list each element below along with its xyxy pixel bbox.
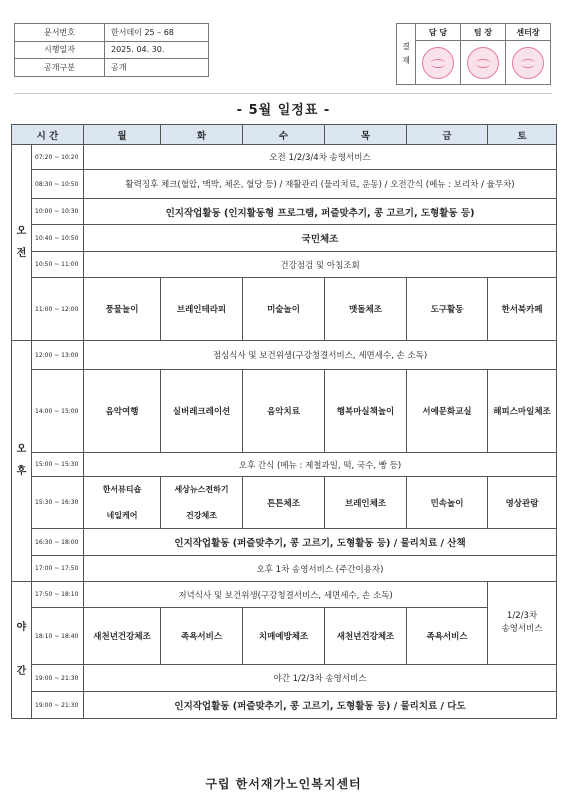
schedule-table: [11, 124, 557, 719]
table-row: [12, 199, 557, 225]
activity-cell: 한서북카페: [488, 278, 557, 341]
organization-name: 구립 한서재가노인복지센터: [205, 777, 362, 791]
info-row: [15, 59, 209, 77]
time-cell: 15:30 ~ 16:30: [32, 477, 84, 529]
activity-cell: 인지작업활동 (퍼즐맞추기, 콩 고르기, 도형활동 등) / 물리치료 / 산책: [84, 529, 557, 556]
activity-cell: 오후 1차 송영서비스 (주간이용자): [84, 556, 557, 582]
table-row: [12, 453, 557, 477]
activity-cell: 영상관람: [488, 477, 557, 529]
page-title: - 5월 일정표 -: [236, 103, 331, 118]
document-info-table: [14, 23, 209, 77]
activity-cell: 민속놀이: [407, 477, 488, 529]
period-pm: 오 후: [12, 341, 32, 582]
header-day: 월: [84, 125, 161, 145]
header-day: 금: [407, 125, 488, 145]
header-day: 수: [243, 125, 325, 145]
activity-cell: 맷돌체조: [325, 278, 407, 341]
time-cell: 08:30 ~ 10:50: [32, 170, 84, 199]
time-cell: 16:30 ~ 18:00: [32, 529, 84, 556]
table-row: [12, 529, 557, 556]
approval-box: [396, 23, 551, 85]
time-cell: 14:00 ~ 15:00: [32, 370, 84, 453]
table-row: [12, 556, 557, 582]
time-cell: 15:00 ~ 15:30: [32, 453, 84, 477]
signature-cell: [416, 41, 461, 85]
info-value: 한서데이 25 – 68: [105, 24, 209, 42]
table-row: [12, 370, 557, 453]
activity-cell: 브레인테라피: [161, 278, 243, 341]
activity-cell: 새천년건강체조: [84, 608, 161, 665]
activity-cell: 야간 1/2/3차 송영서비스: [84, 665, 557, 692]
period-am: 오 전: [12, 145, 32, 341]
activity-cell: 건강점검 및 아침조회: [84, 252, 557, 278]
header-row: [12, 125, 557, 145]
info-value: 2025. 04. 30.: [105, 41, 209, 59]
activity-cell: 해피스마일체조: [488, 370, 557, 453]
time-cell: 19:00 ~ 21:30: [32, 692, 84, 719]
signature-cell: [461, 41, 506, 85]
activity-cell: 족욕서비스: [161, 608, 243, 665]
table-row: [12, 278, 557, 341]
seal-stamp-icon: [512, 47, 544, 79]
saturday-shuttle-cell: 1/2/3차 송영서비스: [488, 582, 557, 665]
table-row: [12, 145, 557, 170]
time-cell: 07:20 ~ 10:20: [32, 145, 84, 170]
activity-cell: 인지작업활동 (퍼즐맞추기, 콩 고르기, 도형활동 등) / 물리치료 / 다도: [84, 692, 557, 719]
activity-cell: 오후 간식 (메뉴 : 제철과일, 떡, 국수, 빵 등): [84, 453, 557, 477]
info-row: [15, 41, 209, 59]
activity-cell: 저녁식사 및 보건위생(구강청결서비스, 세면세수, 손 소독): [84, 582, 488, 608]
divider: [14, 93, 552, 94]
activity-cell: 브레인체조: [325, 477, 407, 529]
activity-cell: 오전 1/2/3/4차 송영서비스: [84, 145, 557, 170]
activity-cell: 풍물놀이: [84, 278, 161, 341]
signature-cell: [506, 41, 551, 85]
activity-cell: 국민체조: [84, 225, 557, 252]
activity-cell: 서예문화교실: [407, 370, 488, 453]
header-day: 토: [488, 125, 557, 145]
approval-label: 결 재: [397, 24, 416, 85]
activity-cell: 행복마실책놀이: [325, 370, 407, 453]
time-cell: 12:00 ~ 13:00: [32, 341, 84, 370]
activity-cell: 활력징후 체크(혈압, 맥박, 체온, 혈당 등) / 재활관리 (물리치료, 운동) / 오전간식 (메뉴 : 보리차 / 율무차): [84, 170, 557, 199]
time-cell: 17:00 ~ 17:50: [32, 556, 84, 582]
info-key: 시행일자: [15, 41, 105, 59]
time-cell: 10:50 ~ 11:00: [32, 252, 84, 278]
info-key: 문서번호: [15, 24, 105, 42]
seal-stamp-icon: [467, 47, 499, 79]
activity-cell: 튼튼체조: [243, 477, 325, 529]
time-cell: 11:00 ~ 12:00: [32, 278, 84, 341]
approval-role: 팀 장: [461, 24, 506, 41]
table-row: [12, 608, 557, 665]
table-row: [12, 477, 557, 503]
header-day: 목: [325, 125, 407, 145]
header-time: 시 간: [12, 125, 84, 145]
activity-cell: 음악치료: [243, 370, 325, 453]
activity-cell: 한서뷰티숍: [84, 477, 161, 503]
activity-cell: 실버레크레이션: [161, 370, 243, 453]
time-cell: 10:00 ~ 10:30: [32, 199, 84, 225]
info-value: 공개: [105, 59, 209, 77]
approval-role: 센터장: [506, 24, 551, 41]
seal-stamp-icon: [422, 47, 454, 79]
activity-cell: 음악여행: [84, 370, 161, 453]
time-cell: 18:10 ~ 18:40: [32, 608, 84, 665]
time-cell: 10:40 ~ 10:50: [32, 225, 84, 252]
activity-cell: 도구활동: [407, 278, 488, 341]
activity-cell: 건강체조: [161, 503, 243, 529]
table-row: [12, 170, 557, 199]
table-row: [12, 341, 557, 370]
table-row: [12, 582, 557, 608]
table-row: [12, 225, 557, 252]
activity-cell: 네일케어: [84, 503, 161, 529]
activity-cell: 새천년건강체조: [325, 608, 407, 665]
table-row: [12, 665, 557, 692]
activity-cell: 인지작업활동 (인지활동형 프로그램, 퍼즐맞추기, 콩 고르기, 도형활동 등): [84, 199, 557, 225]
activity-cell: 족욕서비스: [407, 608, 488, 665]
activity-cell: 세상뉴스전하기: [161, 477, 243, 503]
time-cell: 17:50 ~ 18:10: [32, 582, 84, 608]
info-row: [15, 24, 209, 42]
table-row: [12, 252, 557, 278]
approval-role: 담 당: [416, 24, 461, 41]
activity-cell: 점심식사 및 보건위생(구강청결서비스, 세면세수, 손 소독): [84, 341, 557, 370]
table-row: [12, 692, 557, 719]
period-night: 야 간: [12, 582, 32, 719]
time-cell: 19:00 ~ 21:30: [32, 665, 84, 692]
activity-cell: 치매예방체조: [243, 608, 325, 665]
info-key: 공개구분: [15, 59, 105, 77]
activity-cell: 미술놀이: [243, 278, 325, 341]
header-day: 화: [161, 125, 243, 145]
